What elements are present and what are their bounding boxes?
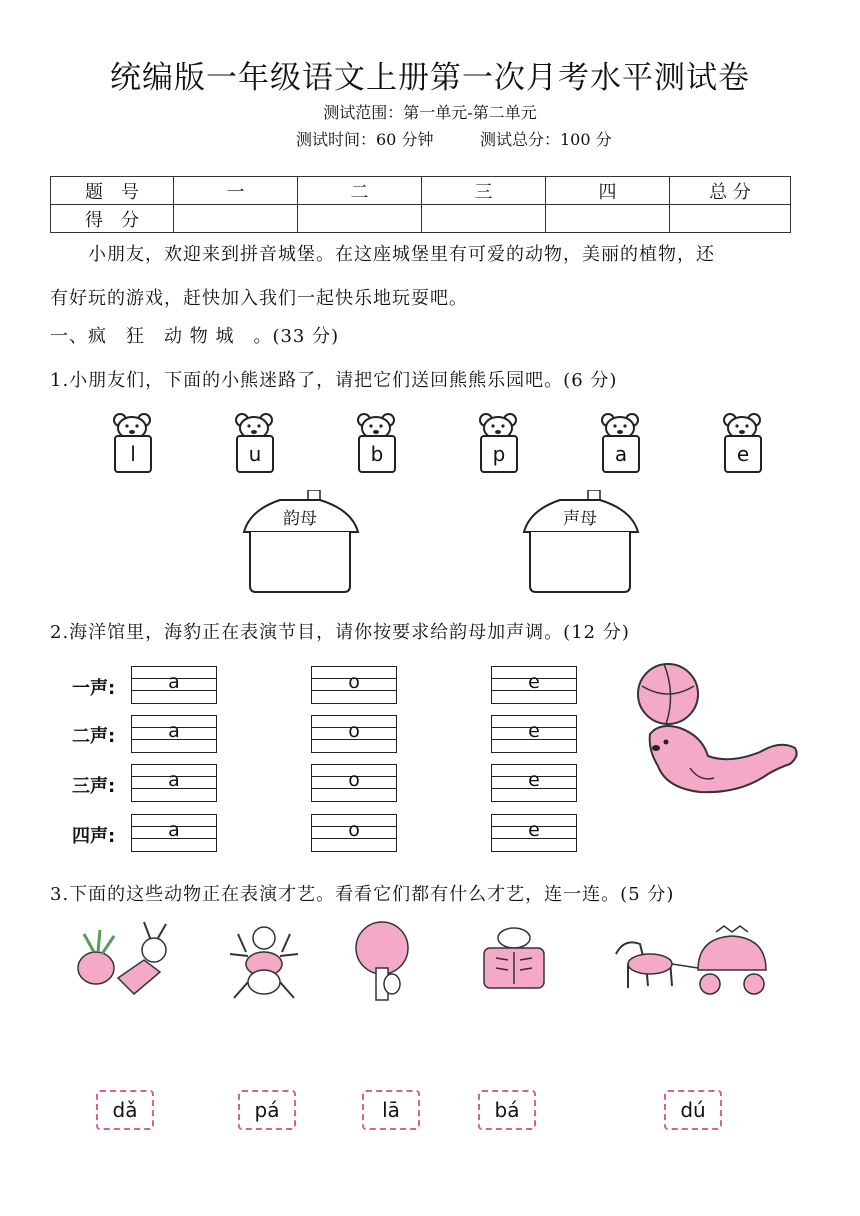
- tone-label-text: 四声: [72, 826, 108, 847]
- bear-letter: a: [602, 435, 640, 473]
- four-line-box[interactable]: [311, 666, 397, 704]
- four-line-box[interactable]: [131, 666, 217, 704]
- pinyin-box[interactable]: dú: [664, 1090, 722, 1130]
- tone-label: 二声:: [72, 726, 116, 747]
- pinyin-box[interactable]: pá: [238, 1090, 296, 1130]
- score-input-cell[interactable]: [174, 205, 298, 233]
- rabbit-pulling-radish-icon: [74, 920, 184, 1000]
- house-consonants[interactable]: [520, 490, 640, 594]
- vowel: a: [168, 769, 180, 791]
- bear-drumming-icon: [224, 924, 304, 1000]
- bear-letter: u: [236, 435, 274, 473]
- horse-carriage-icon: [606, 924, 782, 1000]
- pinyin-box[interactable]: bá: [478, 1090, 536, 1130]
- score-table: [50, 176, 791, 233]
- vowel: a: [168, 720, 180, 742]
- four-line-box[interactable]: [491, 764, 577, 802]
- vowel: o: [348, 819, 360, 841]
- vowel: o: [348, 720, 360, 742]
- bear-letter: b: [358, 435, 396, 473]
- tone-label: 一声:: [72, 678, 116, 699]
- vowel: e: [528, 671, 540, 693]
- bear-card[interactable]: [230, 413, 278, 473]
- tone-label-text: 三声: [72, 776, 108, 797]
- bear-letter: p: [480, 435, 518, 473]
- tone-label-text: 一声: [72, 678, 108, 699]
- vowel: e: [528, 769, 540, 791]
- score-input-cell[interactable]: [670, 205, 791, 233]
- question-1-text: 1.小朋友们，下面的小熊迷路了，请把它们送回熊熊乐园吧。(6 分): [50, 370, 618, 391]
- vowel: a: [168, 819, 180, 841]
- vowel: o: [348, 671, 360, 693]
- house-label: 韵母: [283, 509, 317, 529]
- score-header-cell: 总 分: [670, 177, 791, 205]
- tone-label: 四声:: [72, 826, 116, 847]
- seal-with-ball-icon: [630, 656, 805, 806]
- score-header-cell: 二: [298, 177, 422, 205]
- four-line-box[interactable]: [311, 814, 397, 852]
- four-line-box[interactable]: [131, 715, 217, 753]
- score-input-cell[interactable]: [546, 205, 670, 233]
- four-line-box[interactable]: [311, 715, 397, 753]
- house-vowels[interactable]: [240, 490, 360, 594]
- pinyin-box[interactable]: lā: [362, 1090, 420, 1130]
- intro-line-2: 有好玩的游戏，赶快加入我们一起快乐地玩耍吧。: [50, 288, 468, 309]
- reading-book-icon: [474, 924, 554, 996]
- four-line-box[interactable]: [491, 715, 577, 753]
- four-line-box[interactable]: [131, 764, 217, 802]
- bear-card[interactable]: [718, 413, 766, 473]
- bear-letter: l: [114, 435, 152, 473]
- test-time: 测试时间：60 分钟: [296, 130, 434, 149]
- question-3-text: 3.下面的这些动物正在表演才艺。看看它们都有什么才艺，连一连。(5 分): [50, 884, 675, 905]
- score-header-cell: 一: [174, 177, 298, 205]
- test-total: 测试总分：100 分: [480, 130, 612, 149]
- tone-label-text: 二声: [72, 726, 108, 747]
- score-header-cell: 三: [422, 177, 546, 205]
- four-line-box[interactable]: [491, 666, 577, 704]
- question-2-text: 2.海洋馆里，海豹正在表演节目，请你按要求给韵母加声调。(12 分): [50, 622, 630, 643]
- tree-climbing-icon: [350, 920, 414, 1002]
- bear-letter: e: [724, 435, 762, 473]
- score-input-cell[interactable]: [298, 205, 422, 233]
- tone-label: 三声:: [72, 776, 116, 797]
- section-heading: 一、疯 狂 动 物 城 。(33 分): [50, 326, 340, 347]
- score-input-cell[interactable]: [422, 205, 546, 233]
- page-title: 统编版一年级语文上册第一次月考水平测试卷: [110, 60, 750, 96]
- bear-card[interactable]: [108, 413, 156, 473]
- score-header-cell: 题 号: [51, 177, 174, 205]
- four-line-box[interactable]: [131, 814, 217, 852]
- score-label-cell: 得 分: [51, 205, 174, 233]
- vowel: e: [528, 720, 540, 742]
- bear-card[interactable]: [474, 413, 522, 473]
- test-scope: 测试范围：第一单元-第二单元: [323, 103, 537, 122]
- bear-card[interactable]: [596, 413, 644, 473]
- four-line-box[interactable]: [311, 764, 397, 802]
- intro-line-1: 小朋友，欢迎来到拼音城堡。在这座城堡里有可爱的动物，美丽的植物，还: [88, 244, 715, 265]
- pinyin-box[interactable]: dǎ: [96, 1090, 154, 1130]
- vowel: o: [348, 769, 360, 791]
- vowel: a: [168, 671, 180, 693]
- score-header-cell: 四: [546, 177, 670, 205]
- four-line-box[interactable]: [491, 814, 577, 852]
- house-label: 声母: [563, 509, 597, 529]
- bear-card[interactable]: [352, 413, 400, 473]
- vowel: e: [528, 819, 540, 841]
